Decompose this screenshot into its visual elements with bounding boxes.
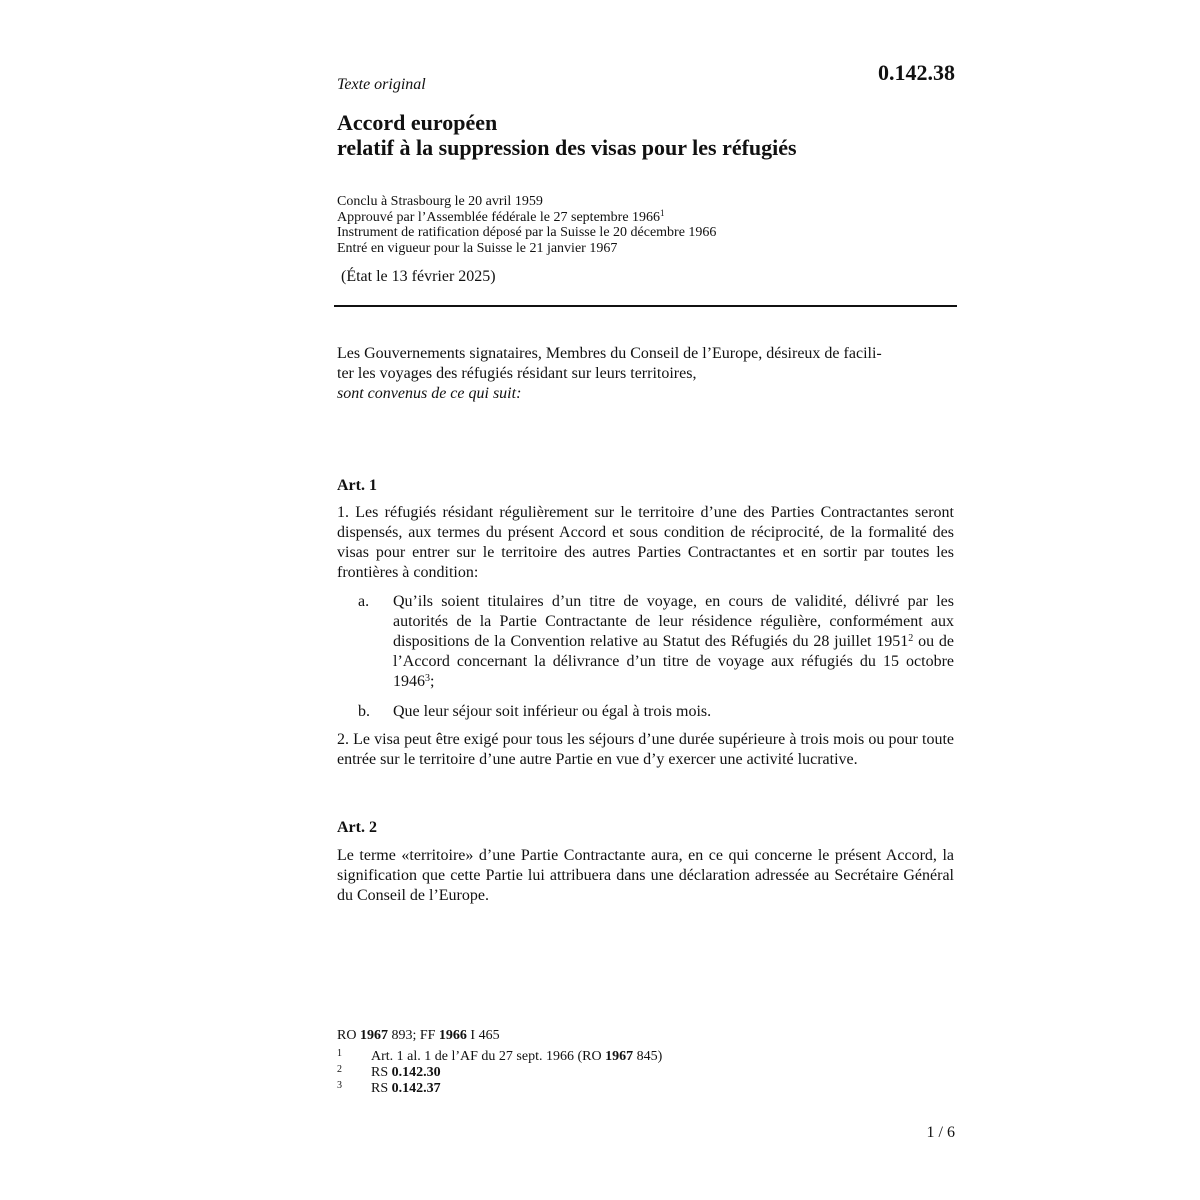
footnote-2	[337, 1065, 954, 1081]
publication-reference: RO 1967 893; FF 1966 I 465	[337, 1028, 500, 1043]
page-number: 1 / 6	[926, 1124, 955, 1141]
footnote-3-link[interactable]: 0.142.37	[391, 1081, 441, 1096]
footnote-ref-1[interactable]: 1	[660, 207, 665, 218]
item-a-label: a.	[358, 593, 370, 610]
meta-concluded: Conclu à Strasbourg le 20 avril 1959	[337, 194, 543, 209]
footnote-1-number: 1	[337, 1048, 342, 1059]
footnote-ref-2[interactable]: 2	[908, 633, 914, 644]
article-1-item-b	[337, 702, 954, 722]
preamble	[337, 344, 954, 404]
meta-approved: Approuvé par l’Assemblée fédérale le 27 septembre 1966$^1$	[337, 207, 665, 225]
title-line-2: relatif à la suppression des visas pour les réfugiés	[337, 135, 797, 160]
document-title	[337, 110, 797, 160]
footnote-3-number: 3	[337, 1080, 342, 1091]
footnote-1-text: Art. 1 al. 1 de l’AF du 27 sept. 1966 (RO 1967 845)	[371, 1049, 663, 1064]
article-1-heading: Art. 1	[337, 477, 377, 494]
preamble-agreed: sont convenus de ce qui suit:	[337, 385, 522, 402]
preamble-line-1: Les Gouvernements signataires, Membres du Conseil de l’Europe, désireux de facili-	[337, 345, 882, 362]
item-b-label: b.	[358, 703, 370, 720]
footnote-2-text: RS 0.142.30	[371, 1065, 441, 1080]
footnote-ref-3[interactable]: 3	[425, 673, 430, 684]
footnote-1	[337, 1049, 954, 1065]
article-1-paragraph-1: 1. Les réfugiés résidant régulièrement sur le territoire d’une des Parties Contractantes seront dispensés, aux termes du présent Accord et sous condition de réciprocité, de la formalité des visas pour entrer sur le territoire des autres Parties Contractantes et en sortir par toutes les frontières à condition:	[337, 504, 954, 581]
sr-number: 0.142.38	[878, 60, 955, 85]
title-line-1: Accord européen	[337, 110, 498, 135]
meta-in-force: Entré en vigueur pour la Suisse le 21 janvier 1967	[337, 240, 618, 256]
preamble-line-2: ter les voyages des réfugiés résidant sur leurs territoires,	[337, 365, 697, 382]
article-1-item-a	[337, 592, 954, 692]
treaty-metadata	[337, 194, 716, 256]
item-b-text: Que leur séjour soit inférieur ou égal à trois mois.	[393, 703, 712, 720]
footnote-3	[337, 1081, 954, 1097]
footnote-3-text: RS 0.142.37	[371, 1081, 441, 1096]
state-date: (État le 13 février 2025)	[341, 268, 496, 285]
article-2-paragraph: Le terme «territoire» d’une Partie Contractante aura, en ce qui concerne le présent Accord, la signification que cette Partie lui attribuera dans une déclaration adressée au Secrétaire Général du Conseil de l’Europe.	[337, 847, 954, 904]
article-1-paragraph-2: 2. Le visa peut être exigé pour tous les séjours d’une durée supérieure à trois mois ou pour toute entrée sur le territoire d’une autre Partie en vue d’y exercer une activité lucrative.	[337, 731, 954, 768]
article-2-heading: Art. 2	[337, 819, 377, 836]
original-text-label: Texte original	[337, 76, 426, 93]
footnote-2-link[interactable]: 0.142.30	[391, 1065, 441, 1080]
meta-ratified: Instrument de ratification déposé par la Suisse le 20 décembre 1966	[337, 225, 717, 240]
header-divider	[334, 305, 957, 307]
item-a-text: Qu’ils soient titulaires d’un titre de voyage, en cours de validité, délivré par les autorités de la Partie Contractante de leur résidence régulière, conformément aux dispositions de la Convention relative au Statut des Réfugiés du 28 juillet 1951$^2$ ou de l’Accord concernant la délivrance d’un titre de voyage aux réfugiés du 15 octobre 1946$^3$;	[393, 593, 954, 690]
footnote-2-number: 2	[337, 1064, 342, 1075]
